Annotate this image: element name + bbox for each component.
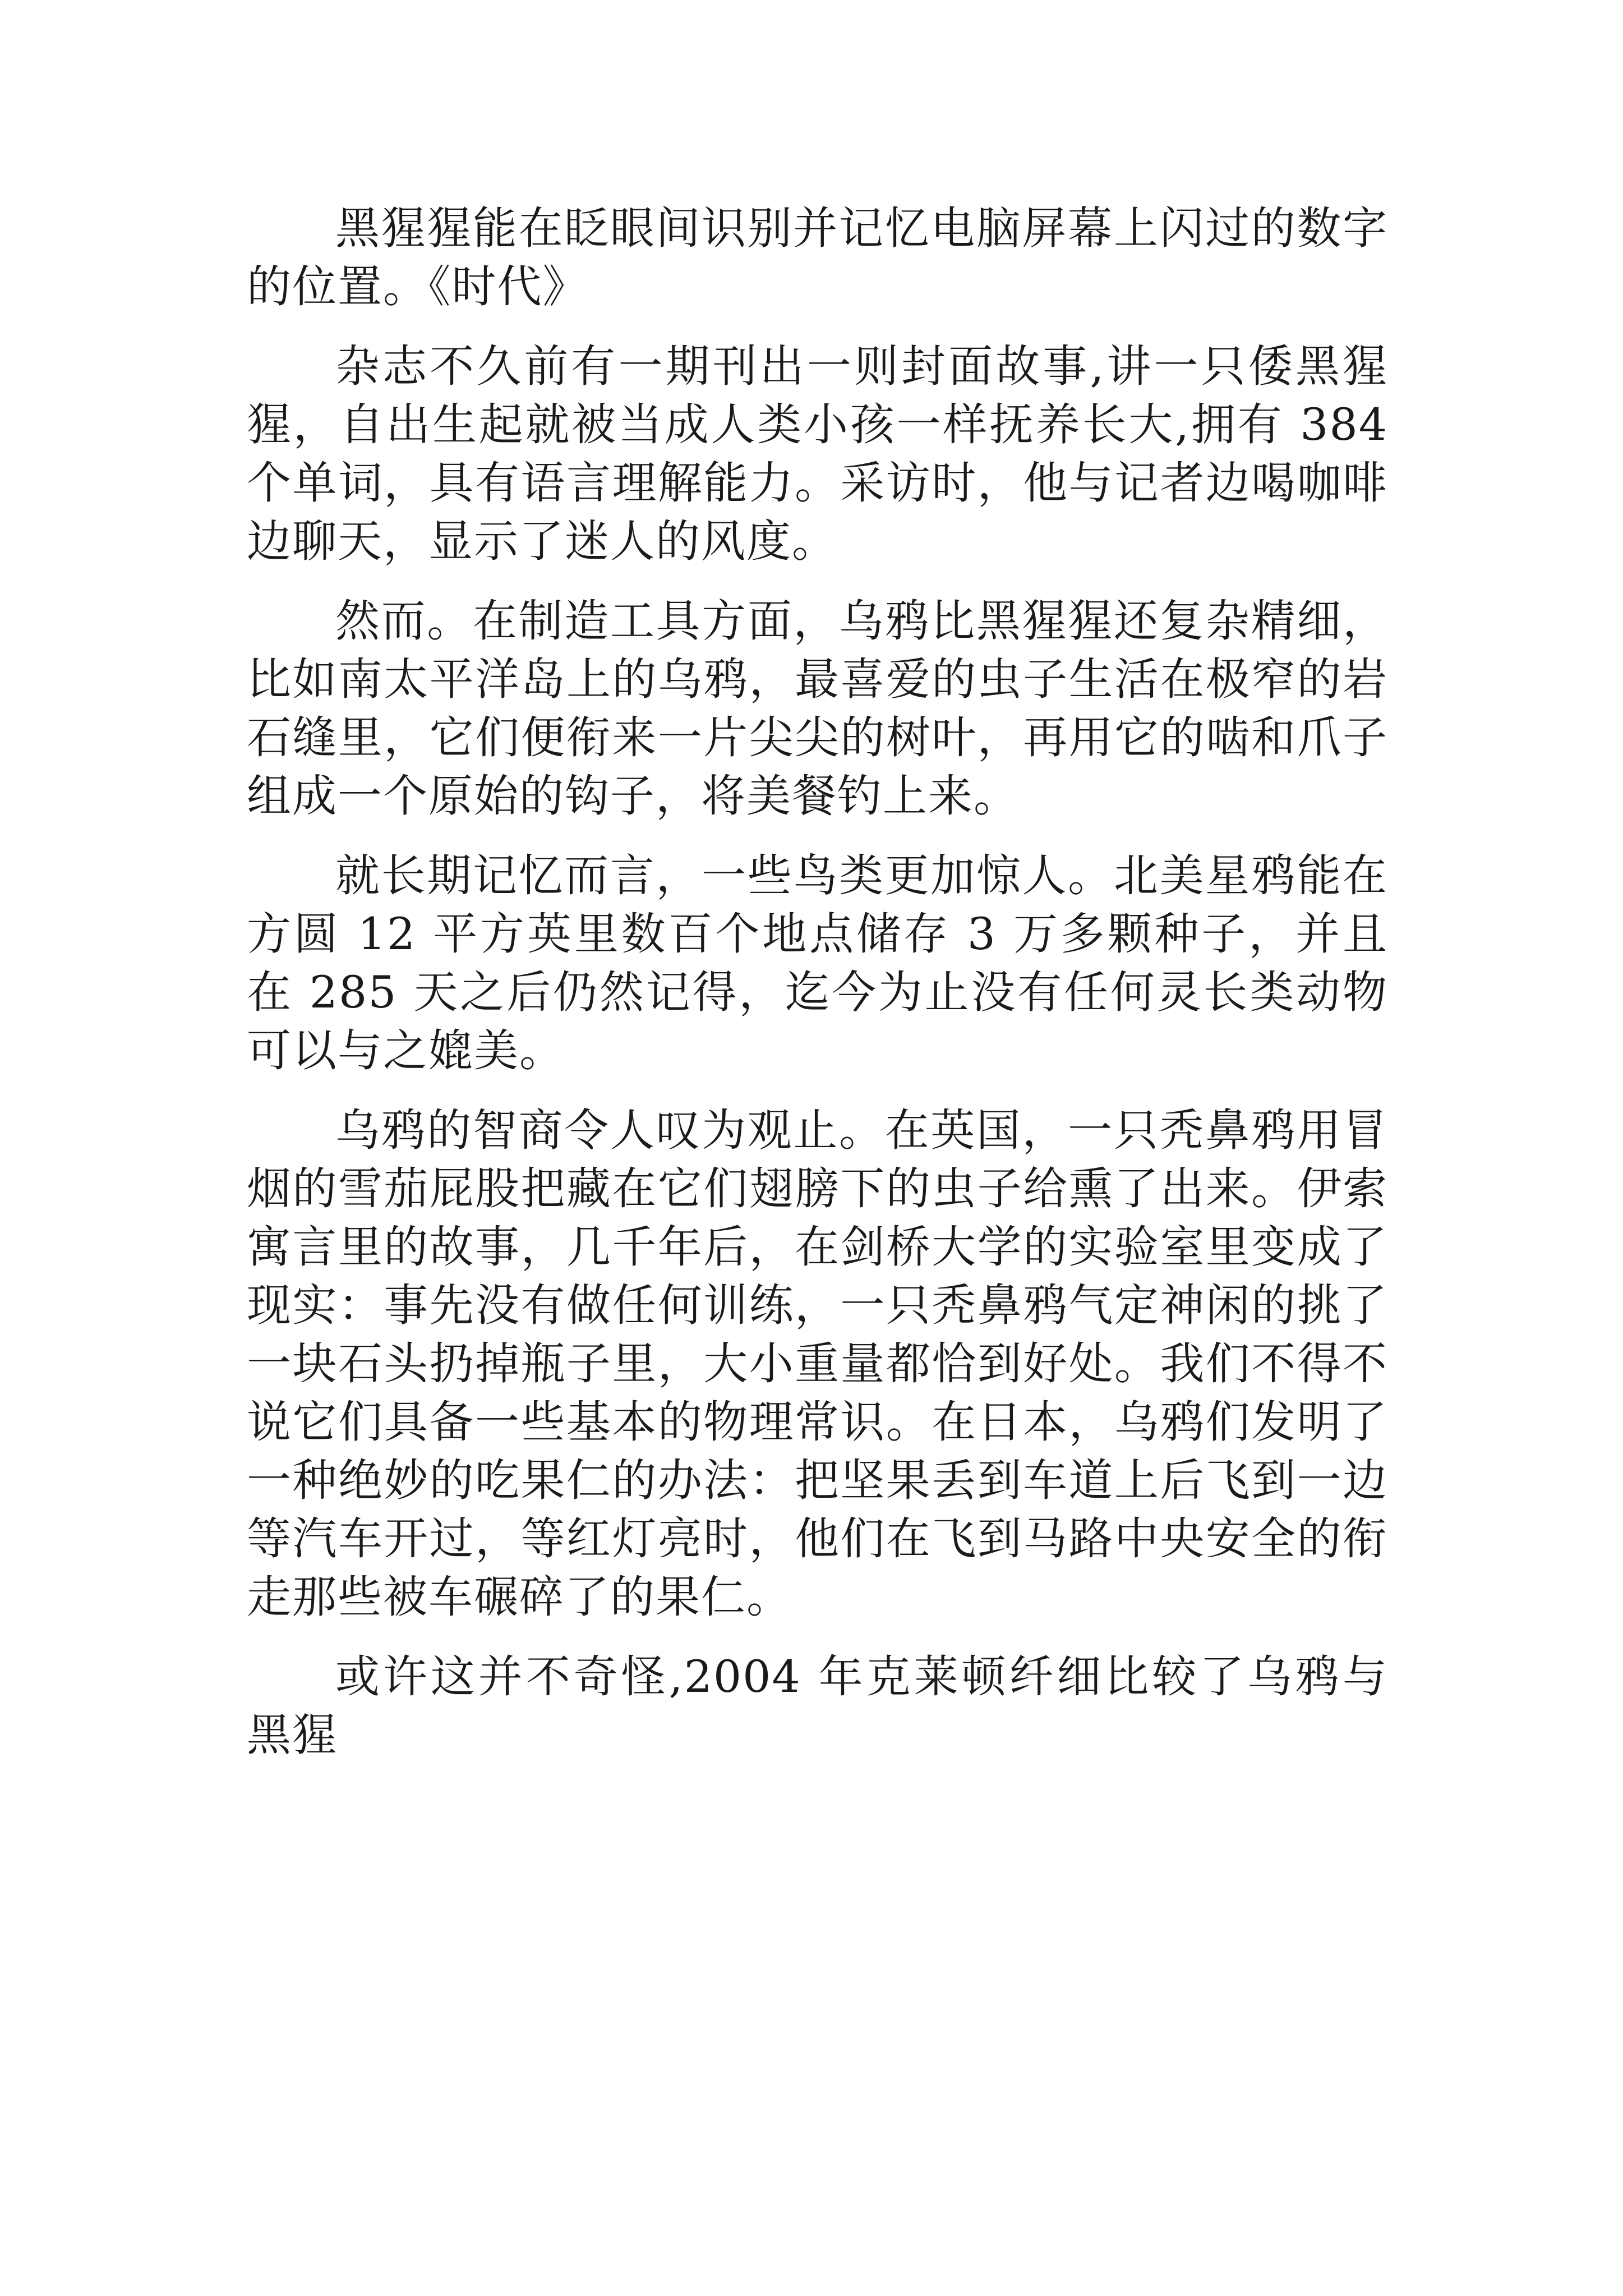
article-body xyxy=(247,199,1388,1786)
paragraph-6: 或许这并不奇怪,2004 年克莱顿纤细比较了乌鸦与黑猩 xyxy=(247,1651,1388,1761)
paragraph-3: 然而。在制造工具方面，乌鸦比黑猩猩还复杂精细，比如南太平洋岛上的乌鸦，最喜爱的虫子生活在极窄的岩石缝里，它们便衔来一片尖尖的树叶，再用它的啮和爪子组成一个原始的钩子，将美餐钓上来。 xyxy=(247,595,1388,822)
paragraph-4: 就长期记忆而言，一些鸟类更加惊人。北美星鸦能在方圆 12 平方英里数百个地点储存 3 万多颗种子，并且在 285 天之后仍然记得，迄今为止没有任何灵长类动物可以与之媲美。 xyxy=(247,850,1388,1076)
paragraph-1: 黑猩猩能在眨眼间识别并记忆电脑屏幕上闪过的数字的位置。《时代》 xyxy=(247,203,1388,312)
paragraph-2: 杂志不久前有一期刊出一则封面故事,讲一只倭黑猩猩，自出生起就被当成人类小孩一样抚养长大,拥有 384 个单词，具有语言理解能力。采访时，他与记者边喝咖啡边聊天，显示了迷人的风度。 xyxy=(247,341,1388,567)
paragraph-5: 乌鸦的智商令人叹为观止。在英国，一只秃鼻鸦用冒烟的雪茄屁股把藏在它们翅膀下的虫子给熏了出来。伊索寓言里的故事，几千年后，在剑桥大学的实验室里变成了现实：事先没有做任何训练，一只秃鼻鸦气定神闲的挑了一块石头扔掉瓶子里，大小重量都恰到好处。我们不得不说它们具备一些基本的物理常识。在日本，乌鸦们发明了一种绝妙的吃果仁的办法：把坚果丢到车道上后飞到一边等汽车开过，等红灯亮时，他们在飞到马路中央安全的衔走那些被车碾碎了的果仁。 xyxy=(247,1105,1388,1623)
